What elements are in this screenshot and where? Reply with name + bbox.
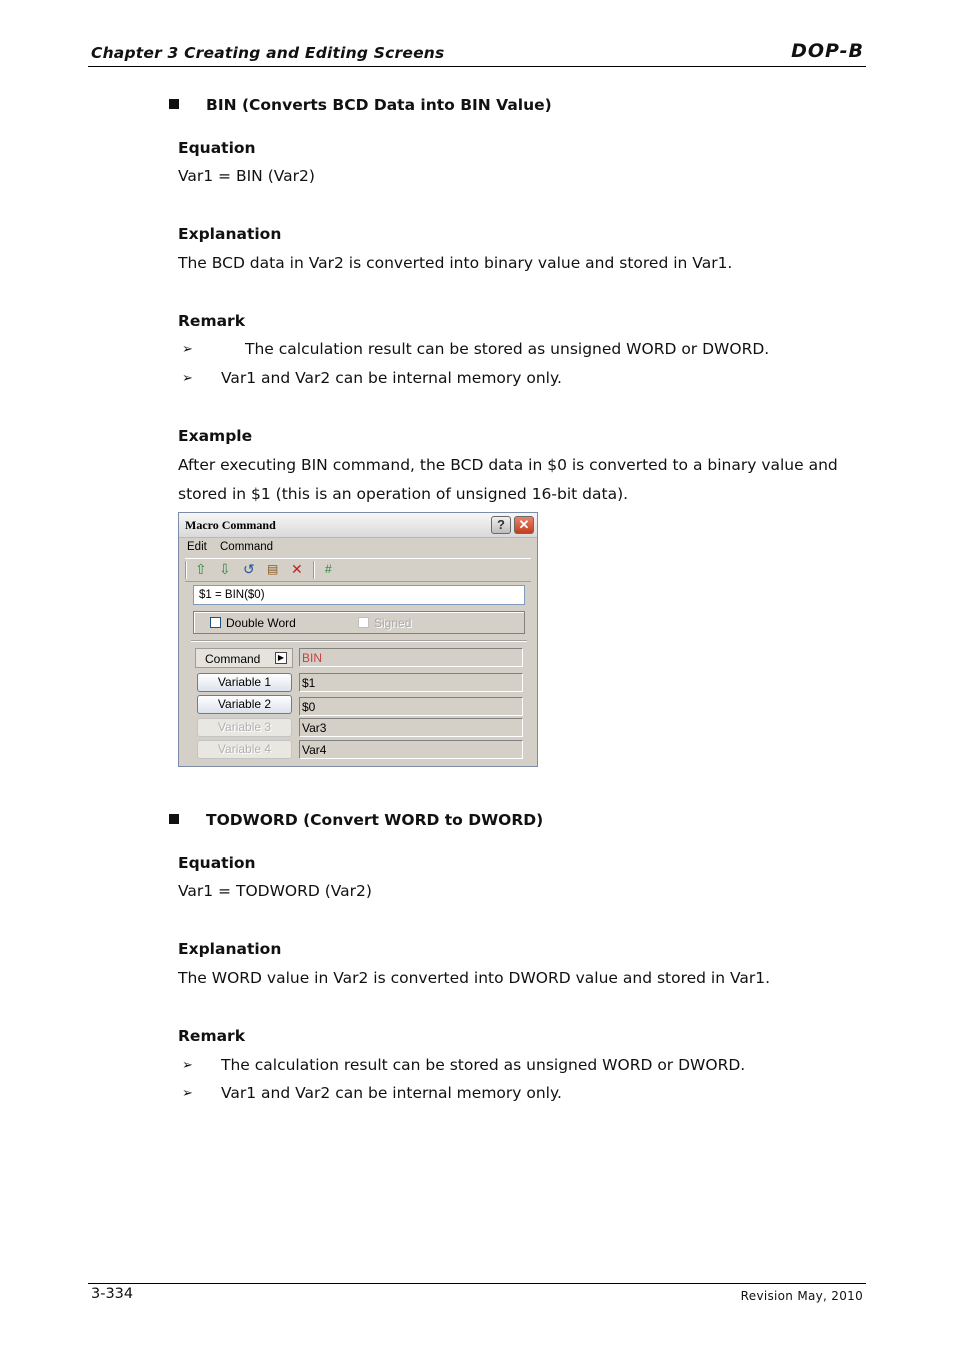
menu-command-label: Command [220,541,274,553]
double-word-label: Double Word [226,616,296,630]
arrow-bullet-icon: ➢ [182,371,193,386]
arrow-bullet-icon: ➢ [182,1086,193,1101]
todword-section-title: TODWORD (Convert WORD to DWORD) [206,811,544,829]
variable-3-button[interactable]: Variable 3 [197,718,292,737]
dialog-toolbar [185,558,531,582]
variable-1-value[interactable]: $1 [299,673,523,692]
save-icon[interactable]: ▤ [267,562,279,576]
close-button[interactable] [514,516,534,534]
dialog-title: Macro Command [185,518,276,532]
todword-remark-label: Remark [178,1027,246,1045]
menu-edit-label: Edit [187,541,207,553]
bin-equation: Var1 = BIN (Var2) [178,167,315,185]
variable-2-button[interactable]: Variable 2 [197,695,292,714]
signed-label: Signed [374,616,412,630]
bin-example-line: After executing BIN command, the BCD data in $0 is converted to a binary value and [178,456,838,474]
dialog-title-bar[interactable] [179,513,537,538]
bin-remark-item: The calculation result can be stored as unsigned WORD or DWORD. [245,340,770,358]
header-rule [88,66,866,67]
chapter-title: Chapter 3 Creating and Editing Screens [91,44,445,62]
bin-example-line: stored in $1 (this is an operation of unsigned 16-bit data). [178,485,629,503]
bullet-square-icon [169,814,179,824]
variable-2-value[interactable]: $0 [299,697,523,716]
bin-equation-label: Equation [178,139,256,157]
revision-date: Revision May, 2010 [740,1289,863,1303]
todword-equation-label: Equation [178,854,256,872]
page-number: 3-334 [91,1286,134,1302]
todword-explanation: The WORD value in Var2 is converted into DWORD value and stored in Var1. [178,969,771,987]
move-down-icon[interactable]: ⇩ [219,561,231,577]
undo-icon[interactable]: ↺ [243,561,255,577]
question-icon: ? [497,517,505,532]
command-label: Command [205,652,261,666]
signed-checkbox[interactable] [358,617,369,628]
bullet-square-icon [169,99,179,109]
options-group [193,611,525,634]
help-button[interactable] [491,516,511,534]
menu-edit[interactable] [187,541,207,553]
delete-icon[interactable]: ✕ [291,561,303,577]
macro-command-dialog [178,512,538,767]
bin-example-label: Example [178,427,253,445]
command-selector[interactable] [195,648,293,668]
arrow-bullet-icon: ➢ [182,1058,193,1073]
bin-remark-item: Var1 and Var2 can be internal memory only. [221,369,562,387]
variable-4-value[interactable]: Var4 [299,740,523,759]
variable-4-button[interactable]: Variable 4 [197,740,292,759]
move-up-icon[interactable]: ⇧ [195,561,207,577]
dialog-separator [191,640,527,642]
bin-explanation-label: Explanation [178,225,282,243]
footer-rule [88,1283,866,1284]
variable-3-value[interactable]: Var3 [299,718,523,737]
double-word-checkbox[interactable] [210,617,221,628]
expression-field[interactable]: $1 = BIN($0) [193,585,525,605]
command-value[interactable]: BIN [299,648,523,667]
toolbar-separator [185,561,187,579]
todword-equation: Var1 = TODWORD (Var2) [178,882,372,900]
hash-icon[interactable]: # [325,562,332,576]
menu-command[interactable] [220,541,273,553]
arrow-bullet-icon: ➢ [182,342,193,357]
todword-remark-item: Var1 and Var2 can be internal memory only. [221,1084,562,1102]
bin-section-title: BIN (Converts BCD Data into BIN Value) [206,96,552,114]
toolbar-separator [313,561,315,579]
bin-explanation: The BCD data in Var2 is converted into binary value and stored in Var1. [178,254,733,272]
todword-remark-item: The calculation result can be stored as unsigned WORD or DWORD. [221,1056,746,1074]
play-arrow-icon: ▶ [275,652,287,664]
bin-remark-label: Remark [178,312,246,330]
todword-explanation-label: Explanation [178,940,282,958]
dop-b-logo: DOP-B [791,40,864,62]
close-icon: ✕ [518,517,530,532]
variable-1-button[interactable]: Variable 1 [197,673,292,692]
